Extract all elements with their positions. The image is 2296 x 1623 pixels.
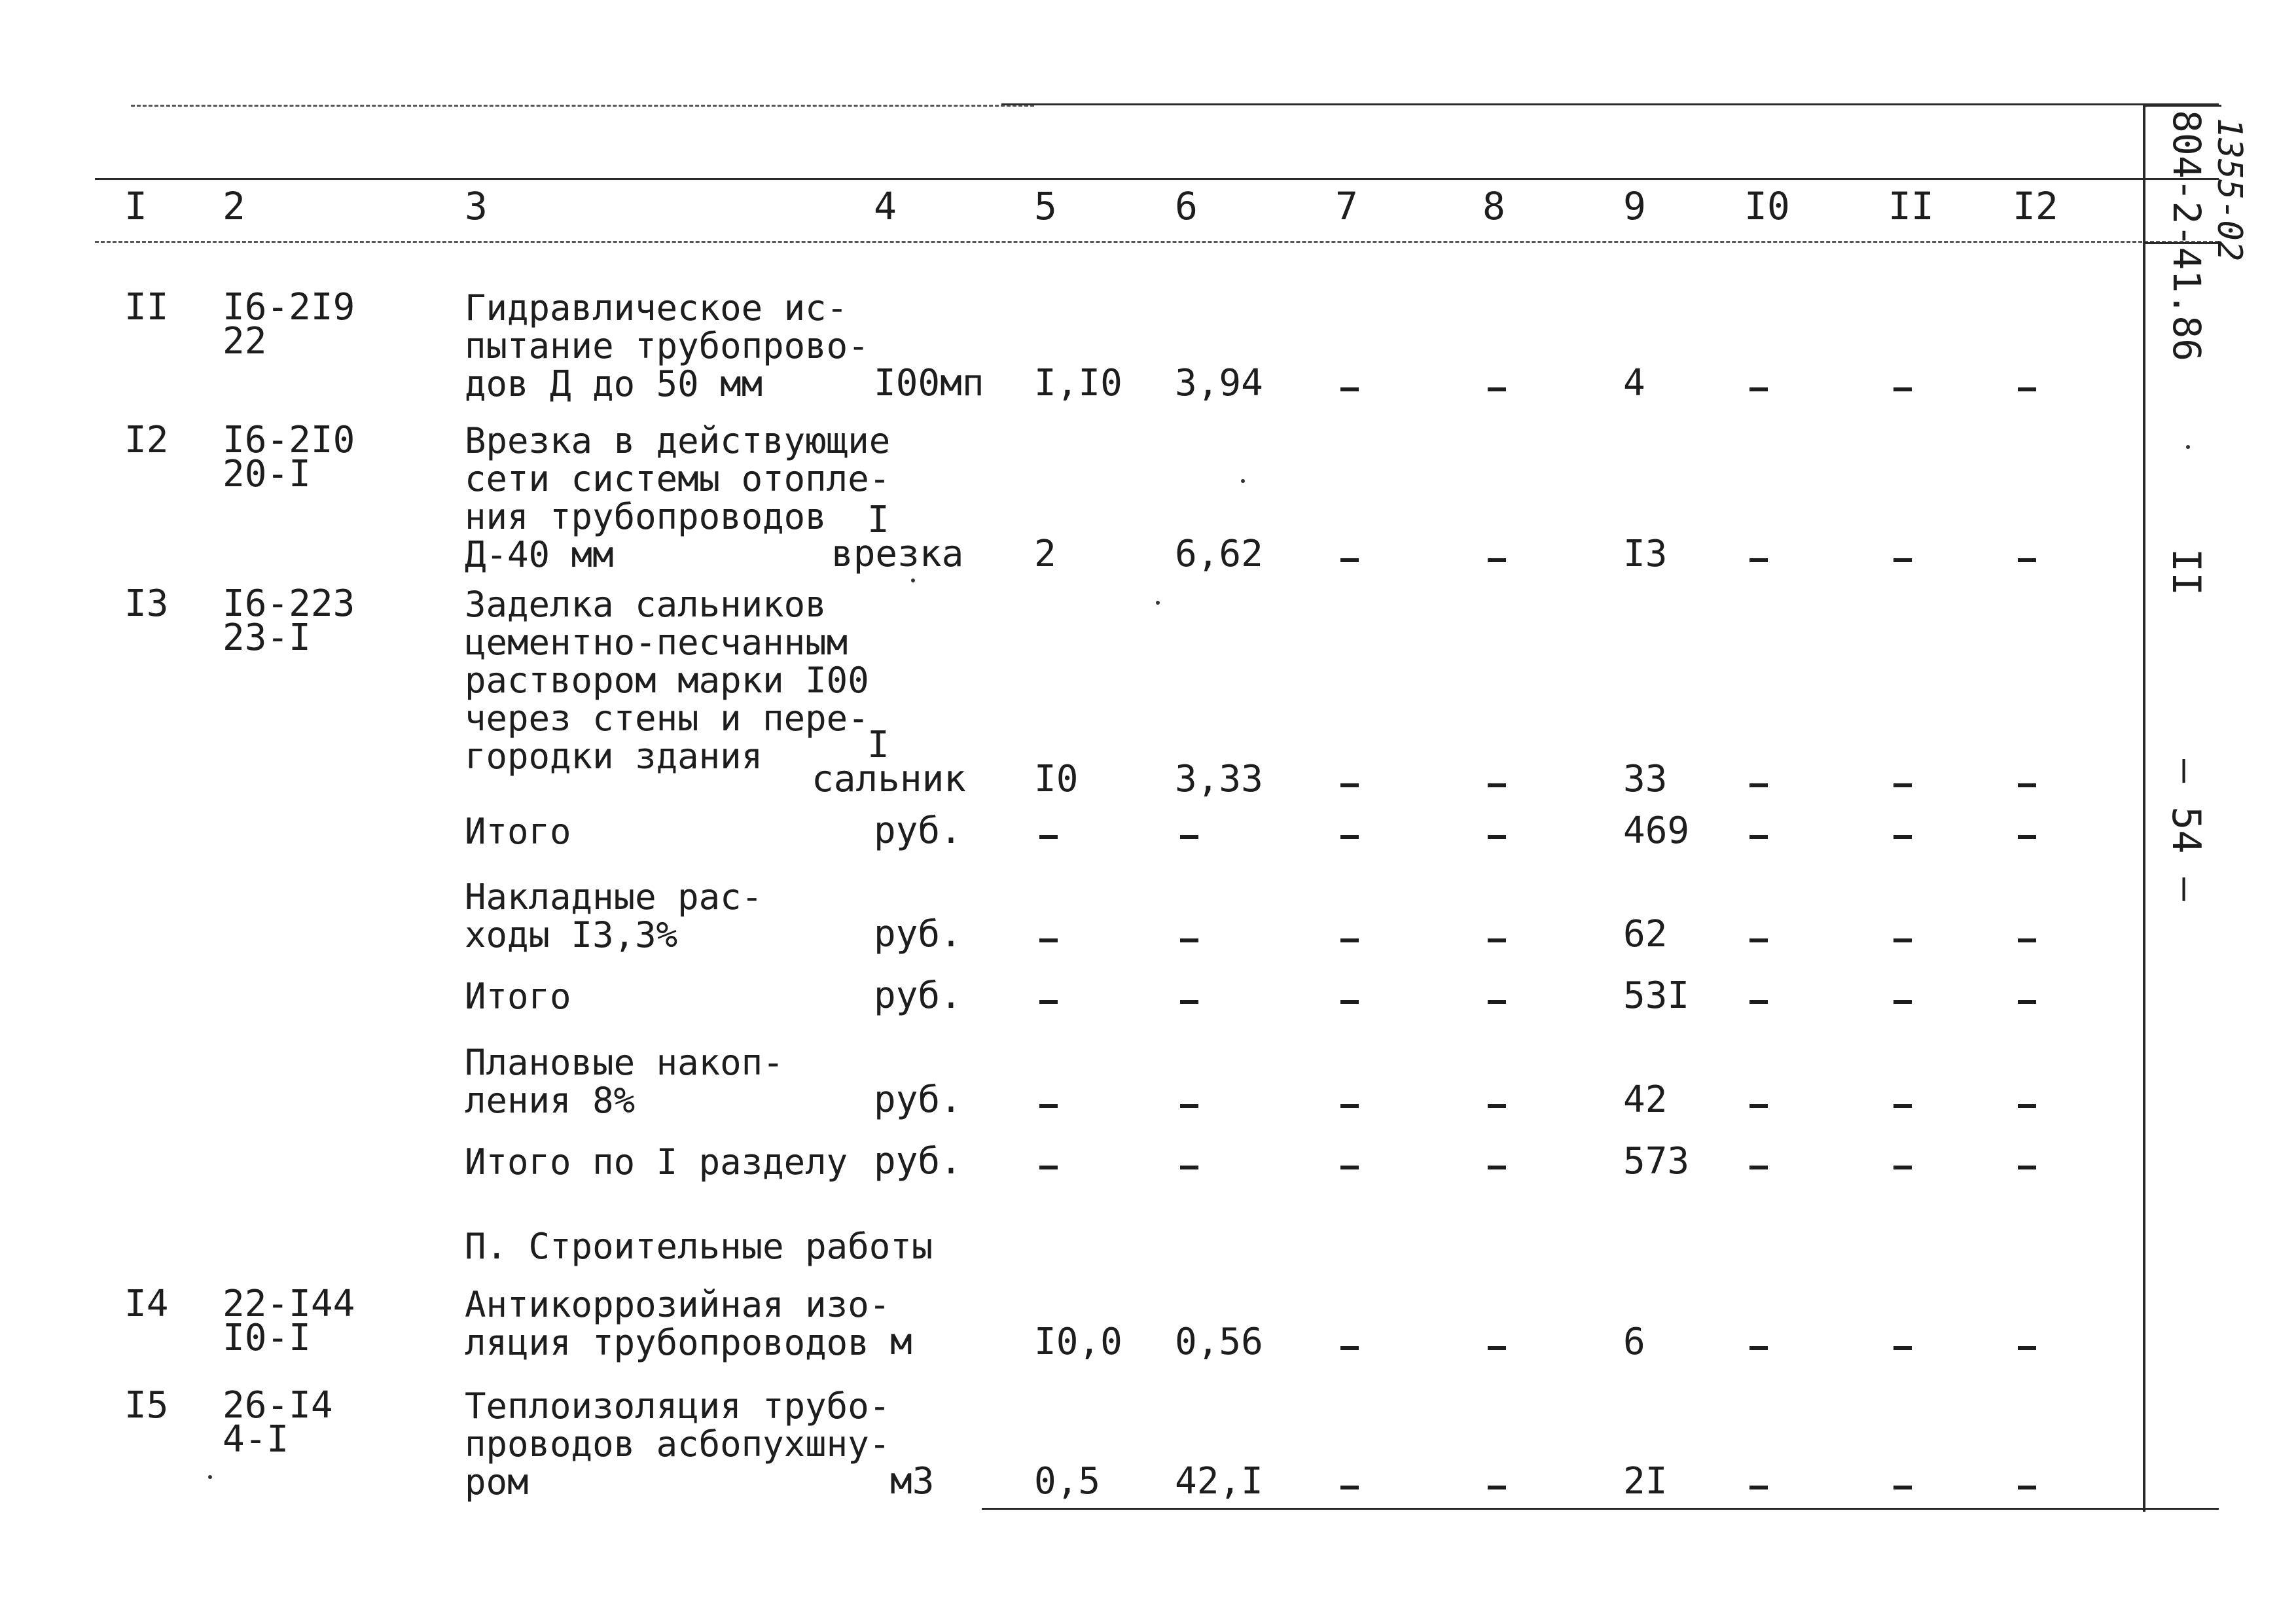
empty-value-dash — [1180, 835, 1198, 839]
row-number: I2 — [124, 419, 169, 461]
value-c6: 3,33 — [1175, 758, 1263, 800]
value-c9: 469 — [1623, 810, 1690, 852]
empty-value-dash — [1893, 387, 1912, 391]
header-col-1: I — [124, 184, 147, 228]
row-code: 4-I — [223, 1418, 289, 1461]
row-description: проводов асбопухшну- — [465, 1423, 891, 1465]
empty-value-dash — [1180, 938, 1198, 942]
value-c9: 4 — [1623, 362, 1645, 404]
value-c9: 62 — [1623, 913, 1668, 955]
row-code: 26-I4 — [223, 1384, 333, 1427]
row-description: Итого — [465, 811, 571, 852]
header-col-10: I0 — [1744, 184, 1790, 228]
value-c9: I3 — [1623, 533, 1668, 575]
row-description: городки здания — [465, 736, 763, 777]
row-code: 23-I — [223, 616, 311, 659]
row-unit: руб. — [874, 1079, 962, 1121]
header-col-8: 8 — [1482, 184, 1505, 228]
row-unit: руб. — [874, 974, 962, 1017]
value-c6: 0,56 — [1175, 1321, 1263, 1363]
row-unit-qty: I — [867, 724, 889, 766]
row-number: I3 — [124, 582, 169, 625]
header-col-6: 6 — [1175, 184, 1198, 228]
header-col-12: I2 — [2013, 184, 2058, 228]
side-handwritten-code: 1355-02 — [2210, 118, 2249, 262]
empty-value-dash — [1039, 1000, 1058, 1004]
empty-value-dash — [1488, 938, 1506, 942]
value-c5: I0 — [1034, 758, 1079, 800]
empty-value-dash — [1340, 783, 1359, 787]
row-unit: сальник — [812, 758, 967, 800]
row-description: ния трубопроводов — [465, 496, 827, 537]
empty-value-dash — [1488, 387, 1506, 391]
row-description: раствором марки I00 — [465, 660, 869, 701]
empty-value-dash — [1749, 387, 1768, 391]
header-col-2: 2 — [223, 184, 245, 228]
empty-value-dash — [1340, 1486, 1359, 1489]
value-c9: 6 — [1623, 1321, 1645, 1363]
row-code: I6-2I9 — [223, 286, 355, 329]
row-description: Итого по I разделу — [465, 1141, 848, 1183]
empty-value-dash — [1488, 1166, 1506, 1169]
row-description: Плановые накоп- — [465, 1042, 784, 1083]
empty-value-dash — [1488, 1104, 1506, 1108]
row-code: 22-I44 — [223, 1283, 355, 1325]
row-unit: врезка — [831, 533, 964, 575]
row-description: дов Д до 50 мм — [465, 363, 763, 404]
header-col-4: 4 — [874, 184, 897, 228]
row-description: Теплоизоляция трубо- — [465, 1385, 891, 1427]
row-code: 22 — [223, 320, 267, 363]
empty-value-dash — [1039, 1166, 1058, 1169]
empty-value-dash — [1488, 558, 1506, 562]
empty-value-dash — [1488, 783, 1506, 787]
side-section-mark: II — [2163, 548, 2209, 596]
value-c9: 573 — [1623, 1140, 1690, 1183]
empty-value-dash — [2018, 1000, 2036, 1004]
row-number: I5 — [124, 1384, 169, 1427]
value-c5: I,I0 — [1034, 362, 1122, 404]
empty-value-dash — [2018, 938, 2036, 942]
frame-top-rule — [2143, 105, 2221, 107]
value-c9: 33 — [1623, 758, 1668, 800]
row-unit-qty: I — [867, 499, 889, 541]
empty-value-dash — [1340, 387, 1359, 391]
row-description: сети системы отопле- — [465, 458, 891, 499]
empty-value-dash — [2018, 1346, 2036, 1350]
top-rule — [1001, 103, 2219, 105]
empty-value-dash — [1340, 1166, 1359, 1169]
empty-value-dash — [1749, 1104, 1768, 1108]
empty-value-dash — [1893, 1000, 1912, 1004]
empty-value-dash — [1749, 1486, 1768, 1489]
row-description: цементно-песчанным — [465, 622, 848, 663]
empty-value-dash — [1180, 1000, 1198, 1004]
row-description: ляция трубопроводов — [465, 1322, 869, 1363]
empty-value-dash — [1340, 558, 1359, 562]
value-c5: 0,5 — [1034, 1460, 1101, 1503]
empty-value-dash — [1749, 835, 1768, 839]
row-unit: руб. — [874, 810, 962, 852]
scan-speck — [911, 579, 915, 582]
empty-value-dash — [1749, 1000, 1768, 1004]
value-c9: 42 — [1623, 1079, 1668, 1121]
empty-value-dash — [1893, 1166, 1912, 1169]
value-c5: I0,0 — [1034, 1321, 1122, 1363]
row-unit: I00мп — [874, 362, 984, 404]
row-description: Гидравлическое ис- — [465, 287, 848, 329]
row-description: ления 8% — [465, 1080, 636, 1121]
header-col-7: 7 — [1335, 184, 1358, 228]
empty-value-dash — [1893, 558, 1912, 562]
empty-value-dash — [1749, 938, 1768, 942]
empty-value-dash — [1180, 1166, 1198, 1169]
value-c5: 2 — [1034, 533, 1056, 575]
empty-value-dash — [1893, 1486, 1912, 1489]
empty-value-dash — [1749, 783, 1768, 787]
empty-value-dash — [1488, 1486, 1506, 1489]
row-description: ром — [465, 1461, 529, 1503]
row-code: I6-223 — [223, 582, 355, 625]
header-col-5: 5 — [1034, 184, 1057, 228]
empty-value-dash — [1180, 1104, 1198, 1108]
row-number: II — [124, 286, 169, 329]
scan-speck — [208, 1475, 212, 1479]
empty-value-dash — [2018, 1486, 2036, 1489]
value-c6: 42,I — [1175, 1460, 1263, 1503]
empty-value-dash — [2018, 783, 2036, 787]
right-frame-line — [2143, 105, 2145, 1512]
empty-value-dash — [2018, 387, 2036, 391]
empty-value-dash — [1488, 835, 1506, 839]
empty-value-dash — [1749, 1166, 1768, 1169]
row-description: Антикоррозийная изо- — [465, 1284, 891, 1325]
empty-value-dash — [1893, 1104, 1912, 1108]
side-page-number: — 54 — — [2163, 759, 2209, 901]
value-c6: 6,62 — [1175, 533, 1263, 575]
empty-value-dash — [1893, 783, 1912, 787]
empty-value-dash — [1488, 1346, 1506, 1350]
empty-value-dash — [1340, 1346, 1359, 1350]
empty-value-dash — [1340, 835, 1359, 839]
row-description: пытание трубопрово- — [465, 325, 869, 366]
empty-value-dash — [2018, 1104, 2036, 1108]
header-bottom-rule — [95, 241, 2219, 243]
row-description: Врезка в действующие — [465, 420, 891, 461]
empty-value-dash — [1039, 1104, 1058, 1108]
header-col-11: II — [1888, 184, 1934, 228]
empty-value-dash — [1893, 938, 1912, 942]
header-top-rule — [95, 178, 2219, 180]
empty-value-dash — [1340, 1000, 1359, 1004]
empty-value-dash — [1749, 558, 1768, 562]
empty-value-dash — [1039, 835, 1058, 839]
row-description: Д-40 мм — [465, 534, 614, 575]
empty-value-dash — [2018, 835, 2036, 839]
header-col-3: 3 — [465, 184, 488, 228]
value-c6: 3,94 — [1175, 362, 1263, 404]
empty-value-dash — [1039, 938, 1058, 942]
row-unit: руб. — [874, 1140, 962, 1183]
row-unit: м — [890, 1321, 912, 1363]
side-doc-code: 804-2-41.86 — [2164, 110, 2209, 362]
scan-speck — [1241, 479, 1245, 483]
scan-speck — [1156, 601, 1160, 605]
row-description: Накладные рас- — [465, 876, 763, 918]
row-number: I4 — [124, 1283, 169, 1325]
top-scan-line — [131, 105, 1034, 107]
empty-value-dash — [2018, 1166, 2036, 1169]
row-description: Итого — [465, 976, 571, 1017]
empty-value-dash — [1749, 1346, 1768, 1350]
row-unit: м3 — [890, 1460, 935, 1503]
value-c9: 53I — [1623, 974, 1690, 1017]
bottom-rule — [982, 1508, 2219, 1510]
empty-value-dash — [2018, 558, 2036, 562]
value-c9: 2I — [1623, 1460, 1668, 1503]
empty-value-dash — [1488, 1000, 1506, 1004]
row-unit: руб. — [874, 913, 962, 955]
row-description: ходы I3,3% — [465, 914, 678, 955]
row-description: П. Строительные работы — [465, 1226, 933, 1267]
scan-speck — [2186, 445, 2190, 449]
empty-value-dash — [1893, 835, 1912, 839]
row-code: I6-2I0 — [223, 419, 355, 461]
row-code: I0-I — [223, 1317, 311, 1359]
empty-value-dash — [1340, 938, 1359, 942]
header-col-9: 9 — [1623, 184, 1646, 228]
empty-value-dash — [1893, 1346, 1912, 1350]
empty-value-dash — [1340, 1104, 1359, 1108]
row-description: Заделка сальников — [465, 584, 827, 625]
row-code: 20-I — [223, 453, 311, 495]
row-description: через стены и пере- — [465, 698, 869, 739]
